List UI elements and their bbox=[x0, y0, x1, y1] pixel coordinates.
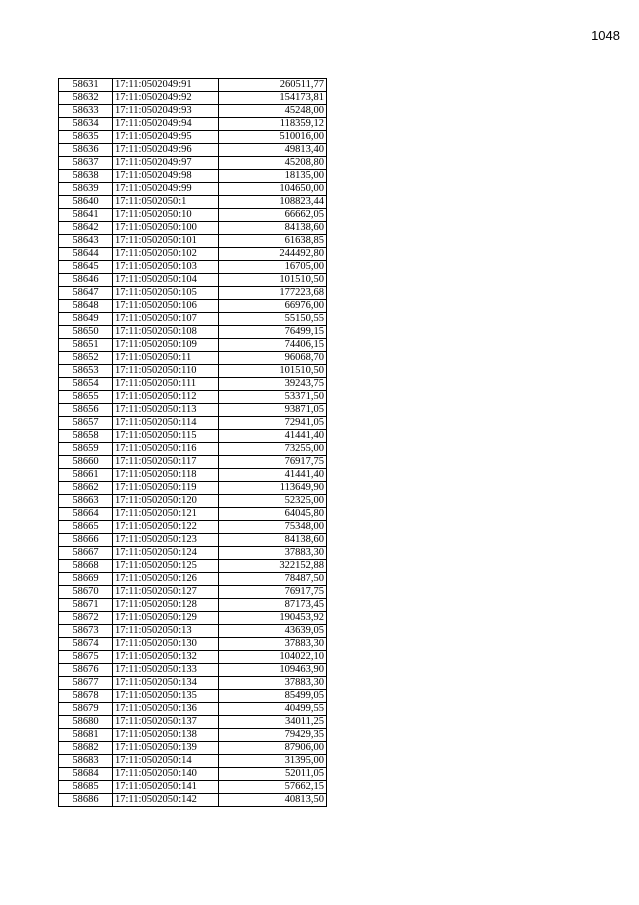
row-number-cell: 58656 bbox=[59, 404, 113, 417]
cadastral-number-cell: 17:11:0502050:129 bbox=[113, 612, 219, 625]
table-row bbox=[59, 690, 327, 703]
value-cell: 93871,05 bbox=[219, 404, 327, 417]
table-row bbox=[59, 794, 327, 807]
row-number-cell: 58665 bbox=[59, 521, 113, 534]
value-cell: 78487,50 bbox=[219, 573, 327, 586]
value-cell: 104650,00 bbox=[219, 183, 327, 196]
row-number-cell: 58657 bbox=[59, 417, 113, 430]
cadastral-number-cell: 17:11:0502049:99 bbox=[113, 183, 219, 196]
cadastral-number-cell: 17:11:0502050:105 bbox=[113, 287, 219, 300]
table-row bbox=[59, 274, 327, 287]
cadastral-number-cell: 17:11:0502050:138 bbox=[113, 729, 219, 742]
table-row bbox=[59, 547, 327, 560]
value-cell: 39243,75 bbox=[219, 378, 327, 391]
row-number-cell: 58631 bbox=[59, 79, 113, 92]
value-cell: 40813,50 bbox=[219, 794, 327, 807]
value-cell: 37883,30 bbox=[219, 638, 327, 651]
cadastral-number-cell: 17:11:0502050:11 bbox=[113, 352, 219, 365]
row-number-cell: 58651 bbox=[59, 339, 113, 352]
table-row bbox=[59, 170, 327, 183]
value-cell: 52325,00 bbox=[219, 495, 327, 508]
row-number-cell: 58670 bbox=[59, 586, 113, 599]
cadastral-number-cell: 17:11:0502050:126 bbox=[113, 573, 219, 586]
table-row bbox=[59, 521, 327, 534]
value-cell: 101510,50 bbox=[219, 274, 327, 287]
table-row bbox=[59, 313, 327, 326]
value-cell: 37883,30 bbox=[219, 677, 327, 690]
value-cell: 41441,40 bbox=[219, 469, 327, 482]
cadastral-number-cell: 17:11:0502050:142 bbox=[113, 794, 219, 807]
cadastral-number-cell: 17:11:0502050:121 bbox=[113, 508, 219, 521]
table-row bbox=[59, 729, 327, 742]
value-cell: 31395,00 bbox=[219, 755, 327, 768]
table-row bbox=[59, 105, 327, 118]
row-number-cell: 58648 bbox=[59, 300, 113, 313]
value-cell: 84138,60 bbox=[219, 222, 327, 235]
table-row bbox=[59, 300, 327, 313]
value-cell: 118359,12 bbox=[219, 118, 327, 131]
row-number-cell: 58668 bbox=[59, 560, 113, 573]
row-number-cell: 58659 bbox=[59, 443, 113, 456]
cadastral-value-table bbox=[58, 78, 327, 807]
value-cell: 55150,55 bbox=[219, 313, 327, 326]
value-cell: 43639,05 bbox=[219, 625, 327, 638]
row-number-cell: 58652 bbox=[59, 352, 113, 365]
value-cell: 37883,30 bbox=[219, 547, 327, 560]
value-cell: 52011,05 bbox=[219, 768, 327, 781]
row-number-cell: 58673 bbox=[59, 625, 113, 638]
cadastral-number-cell: 17:11:0502049:92 bbox=[113, 92, 219, 105]
value-cell: 75348,00 bbox=[219, 521, 327, 534]
table-row bbox=[59, 92, 327, 105]
row-number-cell: 58675 bbox=[59, 651, 113, 664]
row-number-cell: 58634 bbox=[59, 118, 113, 131]
row-number-cell: 58640 bbox=[59, 196, 113, 209]
row-number-cell: 58663 bbox=[59, 495, 113, 508]
cadastral-number-cell: 17:11:0502050:110 bbox=[113, 365, 219, 378]
row-number-cell: 58653 bbox=[59, 365, 113, 378]
cadastral-number-cell: 17:11:0502050:118 bbox=[113, 469, 219, 482]
page-number: 1048 bbox=[591, 28, 620, 43]
row-number-cell: 58637 bbox=[59, 157, 113, 170]
table-row bbox=[59, 183, 327, 196]
row-number-cell: 58676 bbox=[59, 664, 113, 677]
table-row bbox=[59, 339, 327, 352]
row-number-cell: 58644 bbox=[59, 248, 113, 261]
value-cell: 72941,05 bbox=[219, 417, 327, 430]
table-row bbox=[59, 157, 327, 170]
table-row bbox=[59, 391, 327, 404]
cadastral-number-cell: 17:11:0502050:102 bbox=[113, 248, 219, 261]
table-row bbox=[59, 534, 327, 547]
value-cell: 53371,50 bbox=[219, 391, 327, 404]
table-row bbox=[59, 586, 327, 599]
value-cell: 57662,15 bbox=[219, 781, 327, 794]
value-cell: 104022,10 bbox=[219, 651, 327, 664]
table-row bbox=[59, 716, 327, 729]
row-number-cell: 58672 bbox=[59, 612, 113, 625]
table-body bbox=[59, 79, 327, 807]
cadastral-number-cell: 17:11:0502050:127 bbox=[113, 586, 219, 599]
cadastral-number-cell: 17:11:0502049:97 bbox=[113, 157, 219, 170]
row-number-cell: 58660 bbox=[59, 456, 113, 469]
table-row bbox=[59, 144, 327, 157]
row-number-cell: 58658 bbox=[59, 430, 113, 443]
value-cell: 510016,00 bbox=[219, 131, 327, 144]
value-cell: 244492,80 bbox=[219, 248, 327, 261]
table-row bbox=[59, 196, 327, 209]
value-cell: 101510,50 bbox=[219, 365, 327, 378]
value-cell: 87906,00 bbox=[219, 742, 327, 755]
row-number-cell: 58671 bbox=[59, 599, 113, 612]
cadastral-number-cell: 17:11:0502050:108 bbox=[113, 326, 219, 339]
table-row bbox=[59, 638, 327, 651]
cadastral-number-cell: 17:11:0502049:96 bbox=[113, 144, 219, 157]
table-row bbox=[59, 651, 327, 664]
table-row bbox=[59, 365, 327, 378]
table-row bbox=[59, 703, 327, 716]
cadastral-number-cell: 17:11:0502050:122 bbox=[113, 521, 219, 534]
value-cell: 34011,25 bbox=[219, 716, 327, 729]
row-number-cell: 58666 bbox=[59, 534, 113, 547]
cadastral-number-cell: 17:11:0502050:124 bbox=[113, 547, 219, 560]
row-number-cell: 58646 bbox=[59, 274, 113, 287]
value-cell: 108823,44 bbox=[219, 196, 327, 209]
row-number-cell: 58647 bbox=[59, 287, 113, 300]
table-row bbox=[59, 443, 327, 456]
cadastral-number-cell: 17:11:0502050:141 bbox=[113, 781, 219, 794]
row-number-cell: 58638 bbox=[59, 170, 113, 183]
cadastral-number-cell: 17:11:0502049:95 bbox=[113, 131, 219, 144]
table-row bbox=[59, 209, 327, 222]
table-row bbox=[59, 404, 327, 417]
cadastral-number-cell: 17:11:0502050:119 bbox=[113, 482, 219, 495]
cadastral-number-cell: 17:11:0502050:128 bbox=[113, 599, 219, 612]
cadastral-number-cell: 17:11:0502049:98 bbox=[113, 170, 219, 183]
cadastral-number-cell: 17:11:0502050:135 bbox=[113, 690, 219, 703]
table-row bbox=[59, 456, 327, 469]
cadastral-number-cell: 17:11:0502050:120 bbox=[113, 495, 219, 508]
cadastral-number-cell: 17:11:0502050:100 bbox=[113, 222, 219, 235]
row-number-cell: 58643 bbox=[59, 235, 113, 248]
cadastral-number-cell: 17:11:0502049:94 bbox=[113, 118, 219, 131]
table-row bbox=[59, 677, 327, 690]
value-cell: 76917,75 bbox=[219, 586, 327, 599]
table-row bbox=[59, 326, 327, 339]
row-number-cell: 58682 bbox=[59, 742, 113, 755]
value-cell: 260511,77 bbox=[219, 79, 327, 92]
table-row bbox=[59, 755, 327, 768]
cadastral-number-cell: 17:11:0502050:1 bbox=[113, 196, 219, 209]
value-cell: 113649,90 bbox=[219, 482, 327, 495]
table-row bbox=[59, 378, 327, 391]
table-row bbox=[59, 417, 327, 430]
row-number-cell: 58678 bbox=[59, 690, 113, 703]
row-number-cell: 58664 bbox=[59, 508, 113, 521]
cadastral-number-cell: 17:11:0502050:134 bbox=[113, 677, 219, 690]
row-number-cell: 58645 bbox=[59, 261, 113, 274]
row-number-cell: 58633 bbox=[59, 105, 113, 118]
value-cell: 76917,75 bbox=[219, 456, 327, 469]
value-cell: 84138,60 bbox=[219, 534, 327, 547]
row-number-cell: 58679 bbox=[59, 703, 113, 716]
value-cell: 79429,35 bbox=[219, 729, 327, 742]
cadastral-number-cell: 17:11:0502050:123 bbox=[113, 534, 219, 547]
table-row bbox=[59, 79, 327, 92]
row-number-cell: 58684 bbox=[59, 768, 113, 781]
cadastral-number-cell: 17:11:0502050:137 bbox=[113, 716, 219, 729]
row-number-cell: 58655 bbox=[59, 391, 113, 404]
table-row bbox=[59, 352, 327, 365]
table-row bbox=[59, 599, 327, 612]
cadastral-number-cell: 17:11:0502050:107 bbox=[113, 313, 219, 326]
table-row bbox=[59, 495, 327, 508]
row-number-cell: 58650 bbox=[59, 326, 113, 339]
row-number-cell: 58669 bbox=[59, 573, 113, 586]
cadastral-number-cell: 17:11:0502050:133 bbox=[113, 664, 219, 677]
value-cell: 85499,05 bbox=[219, 690, 327, 703]
row-number-cell: 58667 bbox=[59, 547, 113, 560]
value-cell: 66662,05 bbox=[219, 209, 327, 222]
cadastral-number-cell: 17:11:0502050:111 bbox=[113, 378, 219, 391]
cadastral-number-cell: 17:11:0502050:116 bbox=[113, 443, 219, 456]
cadastral-number-cell: 17:11:0502050:132 bbox=[113, 651, 219, 664]
table-row bbox=[59, 612, 327, 625]
row-number-cell: 58639 bbox=[59, 183, 113, 196]
cadastral-number-cell: 17:11:0502050:14 bbox=[113, 755, 219, 768]
value-cell: 49813,40 bbox=[219, 144, 327, 157]
value-cell: 96068,70 bbox=[219, 352, 327, 365]
row-number-cell: 58686 bbox=[59, 794, 113, 807]
table-row bbox=[59, 768, 327, 781]
cadastral-number-cell: 17:11:0502050:104 bbox=[113, 274, 219, 287]
value-cell: 73255,00 bbox=[219, 443, 327, 456]
cadastral-number-cell: 17:11:0502050:106 bbox=[113, 300, 219, 313]
value-cell: 190453,92 bbox=[219, 612, 327, 625]
table-row bbox=[59, 261, 327, 274]
row-number-cell: 58635 bbox=[59, 131, 113, 144]
cadastral-number-cell: 17:11:0502050:125 bbox=[113, 560, 219, 573]
value-cell: 109463,90 bbox=[219, 664, 327, 677]
cadastral-number-cell: 17:11:0502050:139 bbox=[113, 742, 219, 755]
cadastral-number-cell: 17:11:0502049:93 bbox=[113, 105, 219, 118]
row-number-cell: 58662 bbox=[59, 482, 113, 495]
table-row bbox=[59, 131, 327, 144]
cadastral-number-cell: 17:11:0502050:113 bbox=[113, 404, 219, 417]
row-number-cell: 58683 bbox=[59, 755, 113, 768]
row-number-cell: 58649 bbox=[59, 313, 113, 326]
row-number-cell: 58680 bbox=[59, 716, 113, 729]
value-cell: 41441,40 bbox=[219, 430, 327, 443]
row-number-cell: 58636 bbox=[59, 144, 113, 157]
table-row bbox=[59, 573, 327, 586]
cadastral-number-cell: 17:11:0502050:101 bbox=[113, 235, 219, 248]
cadastral-number-cell: 17:11:0502049:91 bbox=[113, 79, 219, 92]
row-number-cell: 58642 bbox=[59, 222, 113, 235]
row-number-cell: 58681 bbox=[59, 729, 113, 742]
value-cell: 18135,00 bbox=[219, 170, 327, 183]
value-cell: 76499,15 bbox=[219, 326, 327, 339]
table-row bbox=[59, 664, 327, 677]
value-cell: 45208,80 bbox=[219, 157, 327, 170]
row-number-cell: 58674 bbox=[59, 638, 113, 651]
table-row bbox=[59, 235, 327, 248]
cadastral-number-cell: 17:11:0502050:115 bbox=[113, 430, 219, 443]
row-number-cell: 58677 bbox=[59, 677, 113, 690]
value-cell: 64045,80 bbox=[219, 508, 327, 521]
table-row bbox=[59, 287, 327, 300]
cadastral-number-cell: 17:11:0502050:13 bbox=[113, 625, 219, 638]
row-number-cell: 58685 bbox=[59, 781, 113, 794]
value-cell: 74406,15 bbox=[219, 339, 327, 352]
cadastral-number-cell: 17:11:0502050:117 bbox=[113, 456, 219, 469]
cadastral-number-cell: 17:11:0502050:103 bbox=[113, 261, 219, 274]
table-row bbox=[59, 560, 327, 573]
cadastral-number-cell: 17:11:0502050:114 bbox=[113, 417, 219, 430]
table-row bbox=[59, 482, 327, 495]
row-number-cell: 58661 bbox=[59, 469, 113, 482]
value-cell: 66976,00 bbox=[219, 300, 327, 313]
value-cell: 61638,85 bbox=[219, 235, 327, 248]
table-row bbox=[59, 508, 327, 521]
row-number-cell: 58632 bbox=[59, 92, 113, 105]
cadastral-number-cell: 17:11:0502050:112 bbox=[113, 391, 219, 404]
value-cell: 16705,00 bbox=[219, 261, 327, 274]
value-cell: 40499,55 bbox=[219, 703, 327, 716]
cadastral-number-cell: 17:11:0502050:10 bbox=[113, 209, 219, 222]
row-number-cell: 58654 bbox=[59, 378, 113, 391]
table-row bbox=[59, 222, 327, 235]
value-cell: 87173,45 bbox=[219, 599, 327, 612]
value-cell: 177223,68 bbox=[219, 287, 327, 300]
table-row bbox=[59, 248, 327, 261]
cadastral-number-cell: 17:11:0502050:130 bbox=[113, 638, 219, 651]
cadastral-number-cell: 17:11:0502050:109 bbox=[113, 339, 219, 352]
table-row bbox=[59, 469, 327, 482]
cadastral-number-cell: 17:11:0502050:136 bbox=[113, 703, 219, 716]
row-number-cell: 58641 bbox=[59, 209, 113, 222]
value-cell: 154173,81 bbox=[219, 92, 327, 105]
table-row bbox=[59, 430, 327, 443]
table-row bbox=[59, 625, 327, 638]
cadastral-number-cell: 17:11:0502050:140 bbox=[113, 768, 219, 781]
value-cell: 45248,00 bbox=[219, 105, 327, 118]
value-cell: 322152,88 bbox=[219, 560, 327, 573]
table-row bbox=[59, 742, 327, 755]
table-row bbox=[59, 118, 327, 131]
table-row bbox=[59, 781, 327, 794]
